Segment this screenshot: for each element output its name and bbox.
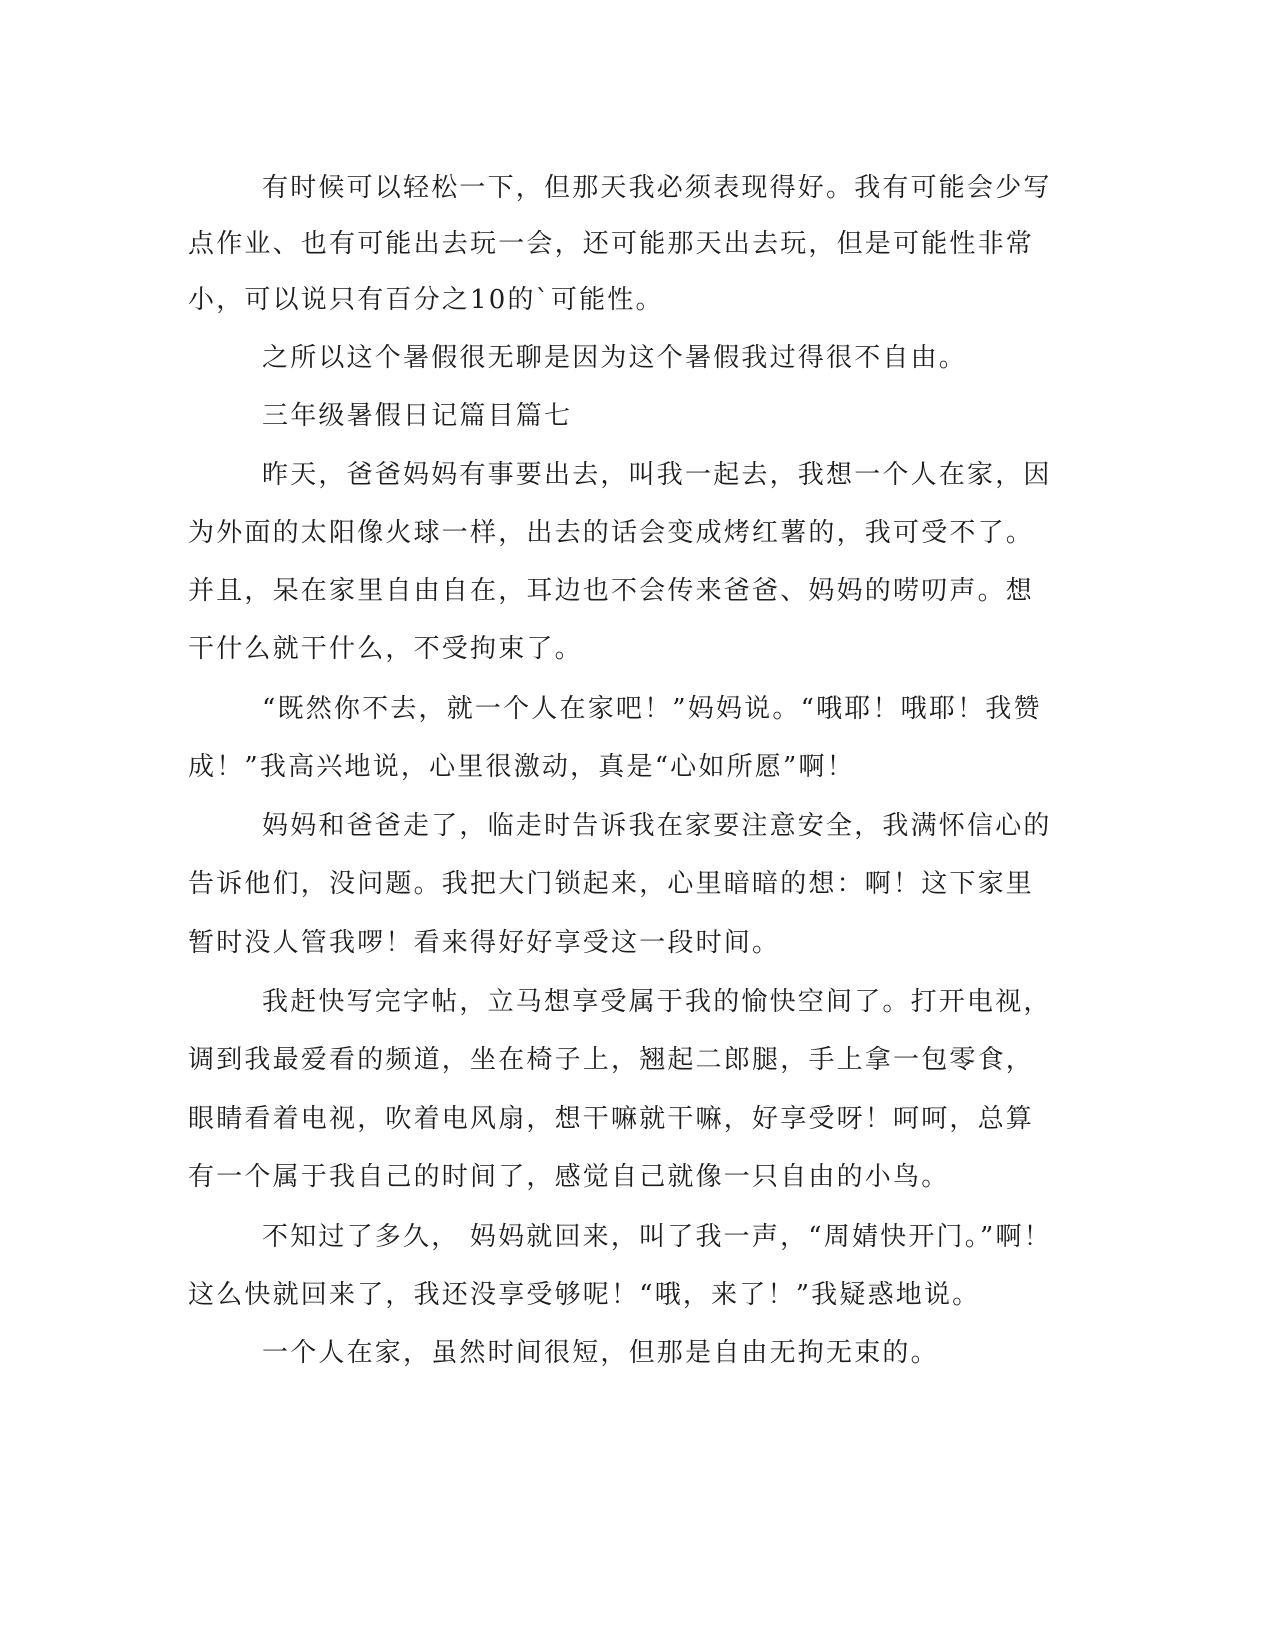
text-line: “既然你不去，就一个人在家吧！”妈妈说。“哦耶！哦耶！我赞 <box>262 694 1042 724</box>
text-line: 有时候可以轻松一下，但那天我必须表现得好。我有可能会少写 <box>262 173 1052 203</box>
text-line: 之所以这个暑假很无聊是因为这个暑假我过得很不自由。 <box>262 343 968 373</box>
text-line: 昨天，爸爸妈妈有事要出去，叫我一起去，我想一个人在家，因 <box>262 460 1052 490</box>
text-line: 眼睛看着电视，吹着电风扇，想干嘛就干嘛，好享受呀！呵呵，总算 <box>188 1104 1035 1134</box>
text-line: 调到我最爱看的频道，坐在椅子上，翘起二郎腿，手上拿一包零食， <box>188 1045 1035 1075</box>
text-line: 有一个属于我自己的时间了，感觉自己就像一只自由的小鸟。 <box>188 1162 950 1192</box>
text-line: 成！”我高兴地说，心里很激动，真是“心如所愿”啊！ <box>188 752 855 782</box>
text-line: 不知过了多久， 妈妈就回来，叫了我一声，“周婧快开门。”啊！ <box>262 1222 1052 1252</box>
text-line: 为外面的太阳像火球一样，出去的话会变成烤红薯的，我可受不了。 <box>188 518 1035 548</box>
text-line: 并且，呆在家里自由自在，耳边也不会传来爸爸、妈妈的唠叨声。想 <box>188 576 1035 606</box>
text-line: 干什么就干什么，不受拘束了。 <box>188 634 583 664</box>
text-line: 点作业、也有可能出去玩一会，还可能那天出去玩，但是可能性非常 <box>188 229 1035 259</box>
text-line: 小，可以说只有百分之10的`可能性。 <box>188 285 664 315</box>
text-line: 妈妈和爸爸走了，临走时告诉我在家要注意安全，我满怀信心的 <box>262 811 1052 841</box>
text-line: 这么快就回来了，我还没享受够呢！“哦，来了！”我疑惑地说。 <box>188 1280 981 1310</box>
text-line: 我赶快写完字帖，立马想享受属于我的愉快空间了。打开电视， <box>262 987 1052 1017</box>
text-line: 暂时没人管我啰！看来得好好享受这一段时间。 <box>188 928 781 958</box>
text-line: 告诉他们，没问题。我把大门锁起来，心里暗暗的想：啊！这下家里 <box>188 869 1035 899</box>
text-line: 一个人在家，虽然时间很短，但那是自由无拘无束的。 <box>262 1338 939 1368</box>
section-heading: 三年级暑假日记篇目篇七 <box>262 401 573 431</box>
